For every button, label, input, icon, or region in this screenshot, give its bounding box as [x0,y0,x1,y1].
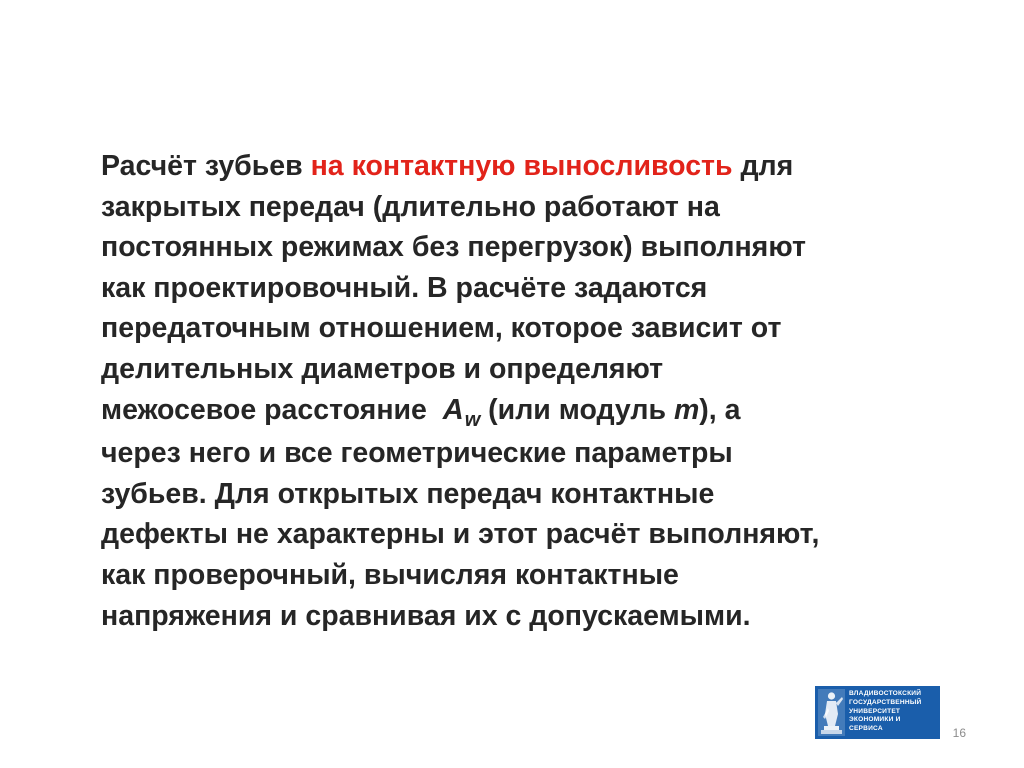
logo-line-1: ВЛАДИВОСТОКСКИЙ [849,690,922,697]
center-distance-symbol: A [442,393,464,426]
body-line-6: делительных диаметров и определяют [101,352,664,385]
logo-line-5: СЕРВИСА [849,725,883,733]
logo-line-3: УНИВЕРСИТЕТ [849,707,901,715]
body-line-9: зубьев. Для открытых передач контактные [101,477,715,510]
body-line-1-pre: Расчёт зубьев [101,150,311,182]
body-line-5: передаточным отношением, которое зависит от [101,312,782,345]
logo-line-4: ЭКОНОМИКИ И [849,716,901,724]
body-line-12: напряжения и сравнивая их с допускаемыми. [101,599,751,632]
body-line-8: через него и все геометрические параметры [101,437,733,470]
body-line-7-post: ), а [699,393,741,426]
slide-body-text [101,146,981,636]
body-line-10: дефекты не характерны и этот расчёт выполняют, [101,518,820,551]
body-highlight-text: на контактную выносливость [310,150,733,182]
module-symbol: m [673,393,700,426]
university-logo [815,686,940,739]
body-line-4: как проектировочный. В расчёте задаются [101,271,708,304]
statue-emblem-icon [815,686,848,739]
body-line-11: как проверочный, вычисляя контактные [101,558,679,591]
body-line-1-post: для [732,150,794,182]
logo-text [849,690,939,734]
body-line-7-mid: (или модуль [480,393,674,426]
body-line-7-pre: межосевое расстояние [101,393,443,426]
center-distance-subscript: w [464,408,481,431]
body-line-3: постоянных режимах без перегрузок) выполняют [101,231,806,264]
logo-line-2: ГОСУДАРСТВЕННЫЙ [849,698,922,706]
body-line-2: закрытых передач (длительно работают на [101,190,720,223]
slide-page-number: 16 [952,726,966,740]
